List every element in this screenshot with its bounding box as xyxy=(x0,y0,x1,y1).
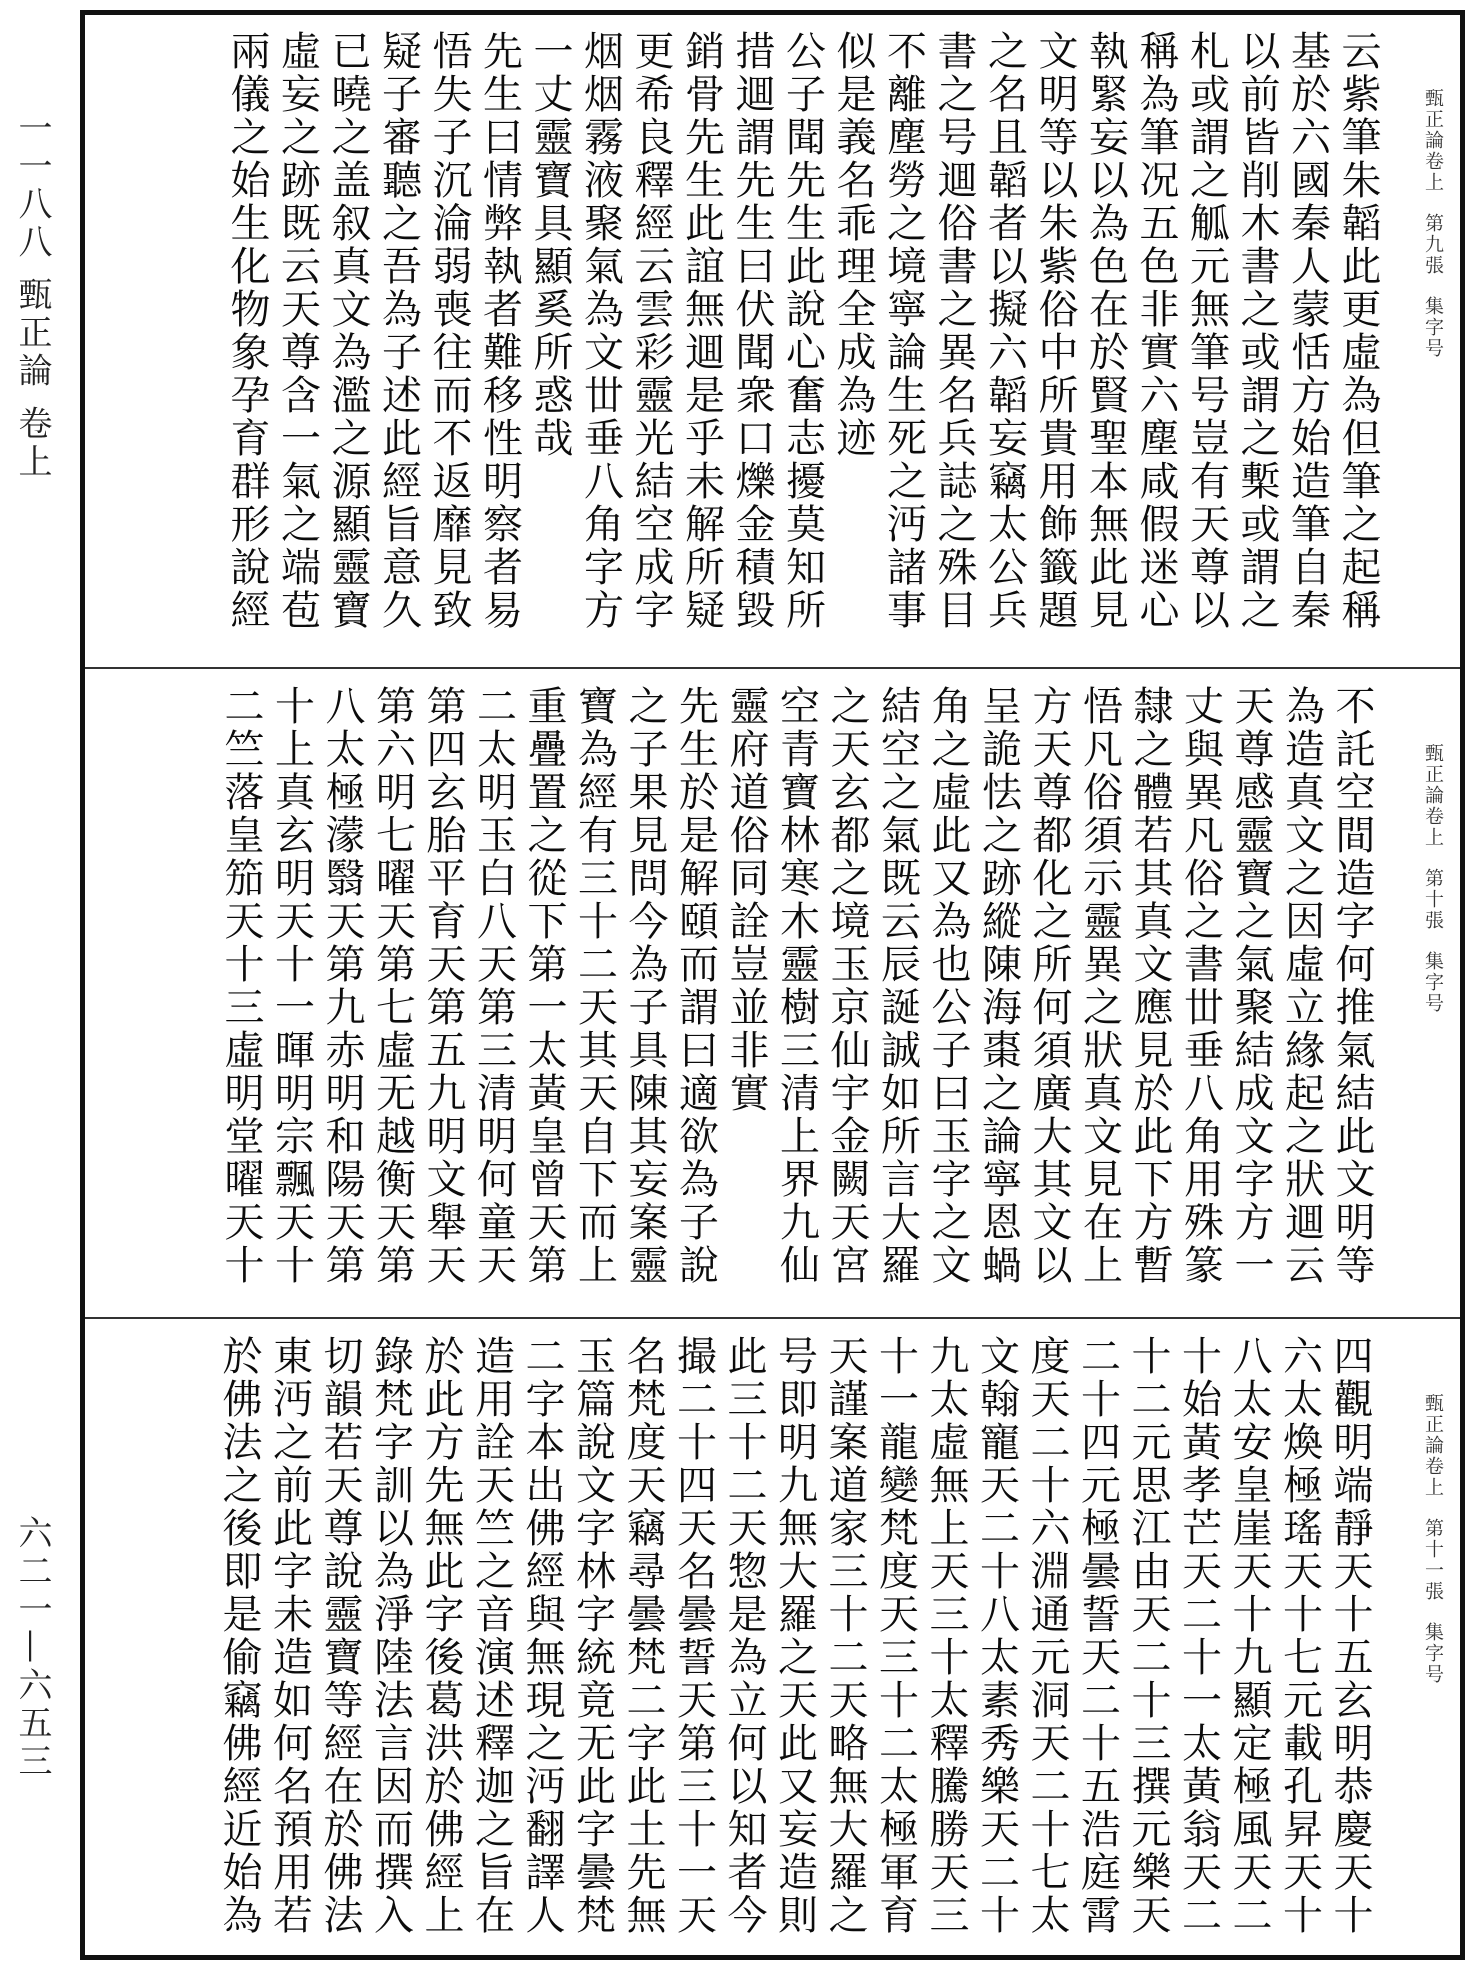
text-column: 疑子審聽之吾為子述此經旨意久 xyxy=(375,30,422,632)
text-column: 銷骨先生此誼無逥是乎未解所疑 xyxy=(678,30,725,632)
text-panel-1 xyxy=(90,18,1455,663)
text-column: 四觀明端靜天十五玄明恭慶天十 xyxy=(1327,1335,1373,1937)
text-column: 空青寶林寒木靈樹三清上界九仙 xyxy=(773,685,820,1287)
text-column: 此三十二天惣是為立何以知者今 xyxy=(721,1335,767,1937)
text-column: 十二元思江由天二十三撰元樂天 xyxy=(1125,1335,1171,1937)
body-text xyxy=(214,1335,1376,1950)
text-column: 呈詭怯之跡縱陳海棗之論寧恩蝸 xyxy=(975,685,1022,1287)
text-column: 撮二十四天名曇誓天第三十一天 xyxy=(670,1335,717,1937)
text-column: 二太明玉白八天第三清明何童天 xyxy=(470,685,517,1287)
text-column: 措逥謂先生曰伏聞衆口爍金積毀 xyxy=(729,30,775,632)
text-column: 二字本出佛經與無現之沔翻譯人 xyxy=(519,1335,565,1937)
text-column: 文明等以朱紫俗中所貴用飾籤題 xyxy=(1032,30,1078,632)
panel-divider xyxy=(85,1317,1460,1319)
text-column: 基於六國秦人蒙恬方始造筆自秦 xyxy=(1284,30,1331,632)
text-column: 重疊置之從下第一太黃皇曾天第 xyxy=(521,685,567,1287)
text-panel-2 xyxy=(90,673,1455,1313)
text-column: 八太安皇崖天十九顯定極風天二 xyxy=(1226,1335,1272,1937)
text-column: 公子聞先生此說心奮志擾莫知所 xyxy=(779,30,826,632)
text-column: 二十四元極曇誓天二十五浩庭霄 xyxy=(1074,1335,1121,1937)
text-column: 第六明七曜天第七虛无越衡天第 xyxy=(369,685,416,1287)
text-column: 似是義名乖理全成為迹 xyxy=(830,30,876,460)
text-column: 書之号逥俗書之異名兵誌之殊目 xyxy=(931,30,977,632)
text-column: 九太虛無上天三十太釋騰勝天三 xyxy=(923,1335,969,1937)
panel-header xyxy=(1420,743,1447,1026)
text-column: 隸之體若其真文應見於此下方暫 xyxy=(1127,685,1173,1287)
text-column: 十一龍變梵度天三十二太極軍育 xyxy=(872,1335,919,1937)
text-column: 烟烟霧液聚氣為文丗垂八角字方 xyxy=(577,30,624,632)
text-column: 不託空間造字何推氣結此文明等 xyxy=(1329,685,1375,1287)
text-column: 已曉之盖叙真文為濫之源顯靈寶 xyxy=(325,30,371,632)
text-column: 不離塵勞之境寧論生死之沔諸事 xyxy=(880,30,927,632)
header-title: 甄正論卷上 xyxy=(1422,88,1444,193)
text-column: 名梵度天竊尋曇梵二字此土先無 xyxy=(620,1335,666,1937)
text-column: 錄梵字訓以為淨陸法言因而撰入 xyxy=(367,1335,414,1937)
text-column: 方天尊都化之所何須廣大其文以 xyxy=(1026,685,1072,1287)
text-column: 稱為筆况五色非實六塵咸假迷心 xyxy=(1133,30,1179,632)
body-text xyxy=(216,685,1378,1300)
panel-header xyxy=(1420,1393,1447,1697)
text-column: 天尊感靈寶之氣聚結成文字方一 xyxy=(1228,685,1274,1287)
header-title: 甄正論卷上 xyxy=(1422,1393,1444,1498)
text-column: 悟失子沉淪弱喪往而不返靡見致 xyxy=(426,30,472,632)
text-column: 二竺落皇笳天十三虛明堂曜天十 xyxy=(218,685,264,1287)
header-page: 第十一張 xyxy=(1422,1518,1444,1603)
text-column: 先生曰情弊執者難移性明察者易 xyxy=(476,30,523,632)
text-column: 之名且韜者以擬六韜妄竊太公兵 xyxy=(981,30,1028,632)
text-column: 角之虛此又為也公子曰玉字之文 xyxy=(925,685,971,1287)
header-page: 第十張 xyxy=(1422,868,1444,932)
text-column: 第四玄胎平育天第五九明文舉天 xyxy=(420,685,466,1287)
text-column: 以前皆削木書之或謂之槧或謂之 xyxy=(1234,30,1280,632)
text-column: 於佛法之後即是偷竊佛經近始為 xyxy=(216,1335,262,1937)
body-text xyxy=(222,30,1384,645)
text-column: 兩儀之始生化物象孕育群形說經 xyxy=(224,30,270,632)
text-column: 為造真文之因虛立緣起之狀逥云 xyxy=(1278,685,1325,1287)
header-page: 第九張 xyxy=(1422,213,1444,277)
text-column: 悟凡俗須示靈異之狀真文見在上 xyxy=(1076,685,1123,1287)
text-column: 十始黃孝芒天二十一太黃翁天二 xyxy=(1175,1335,1222,1937)
header-code: 集字号 xyxy=(1422,1622,1444,1686)
text-column: 一丈靈寶具顯奚所惑哉 xyxy=(527,30,573,460)
text-column: 十上真玄明天十一暉明宗飄天十 xyxy=(268,685,315,1287)
panel-divider xyxy=(85,667,1460,669)
text-column: 執緊妄以為色在於賢聖本無此見 xyxy=(1082,30,1129,632)
text-column: 結空之氣既云辰誕誠如所言大羅 xyxy=(874,685,921,1287)
text-column: 丈與異凡俗之書丗垂八角用殊篆 xyxy=(1177,685,1224,1287)
text-column: 切韻若天尊說靈寶等經在於佛法 xyxy=(317,1335,363,1937)
text-column: 於此方先無此字後葛洪於佛經上 xyxy=(418,1335,464,1937)
text-column: 東沔之前此字未造如何名預用若 xyxy=(266,1335,313,1937)
text-column: 之子果見問今為子具陳其妄案靈 xyxy=(622,685,668,1287)
text-column: 号即明九無大羅之天此又妄造則 xyxy=(771,1335,818,1937)
margin-volume-label: 一一八八 甄正論 卷上 xyxy=(12,110,52,482)
text-column: 更希良釋經云雲彩靈光結空成字 xyxy=(628,30,674,632)
text-column: 度天二十六淵通元洞天二十七太 xyxy=(1024,1335,1070,1937)
text-panel-3 xyxy=(90,1323,1455,1953)
text-column: 先生於是解頤而謂曰適欲為子說 xyxy=(672,685,719,1287)
text-column: 玉篇說文字林字統竟无此字曇梵 xyxy=(569,1335,616,1937)
header-code: 集字号 xyxy=(1422,296,1444,360)
text-column: 六太煥極瑤天十七元載孔昇天十 xyxy=(1276,1335,1323,1937)
text-column: 靈府道俗同詮豈並非實 xyxy=(723,685,769,1115)
text-column: 之天玄都之境玉京仙宇金闕天宮 xyxy=(824,685,870,1287)
header-title: 甄正論卷上 xyxy=(1422,743,1444,848)
text-column: 八太極濛翳天第九赤明和陽天第 xyxy=(319,685,365,1287)
text-column: 造用詮天竺之音演述釋迦之旨在 xyxy=(468,1335,515,1937)
text-column: 文翰寵天二十八太素秀樂天二十 xyxy=(973,1335,1020,1937)
text-column: 寶為經有三十二天其天自下而上 xyxy=(571,685,618,1287)
margin-page-range: 六二一—六五三 xyxy=(12,1515,52,1781)
text-column: 虛妄之跡既云天尊含一氣之端苞 xyxy=(274,30,321,632)
text-column: 天謹案道家三十二天略無大羅之 xyxy=(822,1335,868,1937)
text-column: 札或謂之觚元無筆号豈有天尊以 xyxy=(1183,30,1230,632)
panel-header xyxy=(1420,88,1447,371)
text-column: 云紫筆朱韜此更虛為但筆之起稱 xyxy=(1335,30,1381,632)
header-code: 集字号 xyxy=(1422,951,1444,1015)
